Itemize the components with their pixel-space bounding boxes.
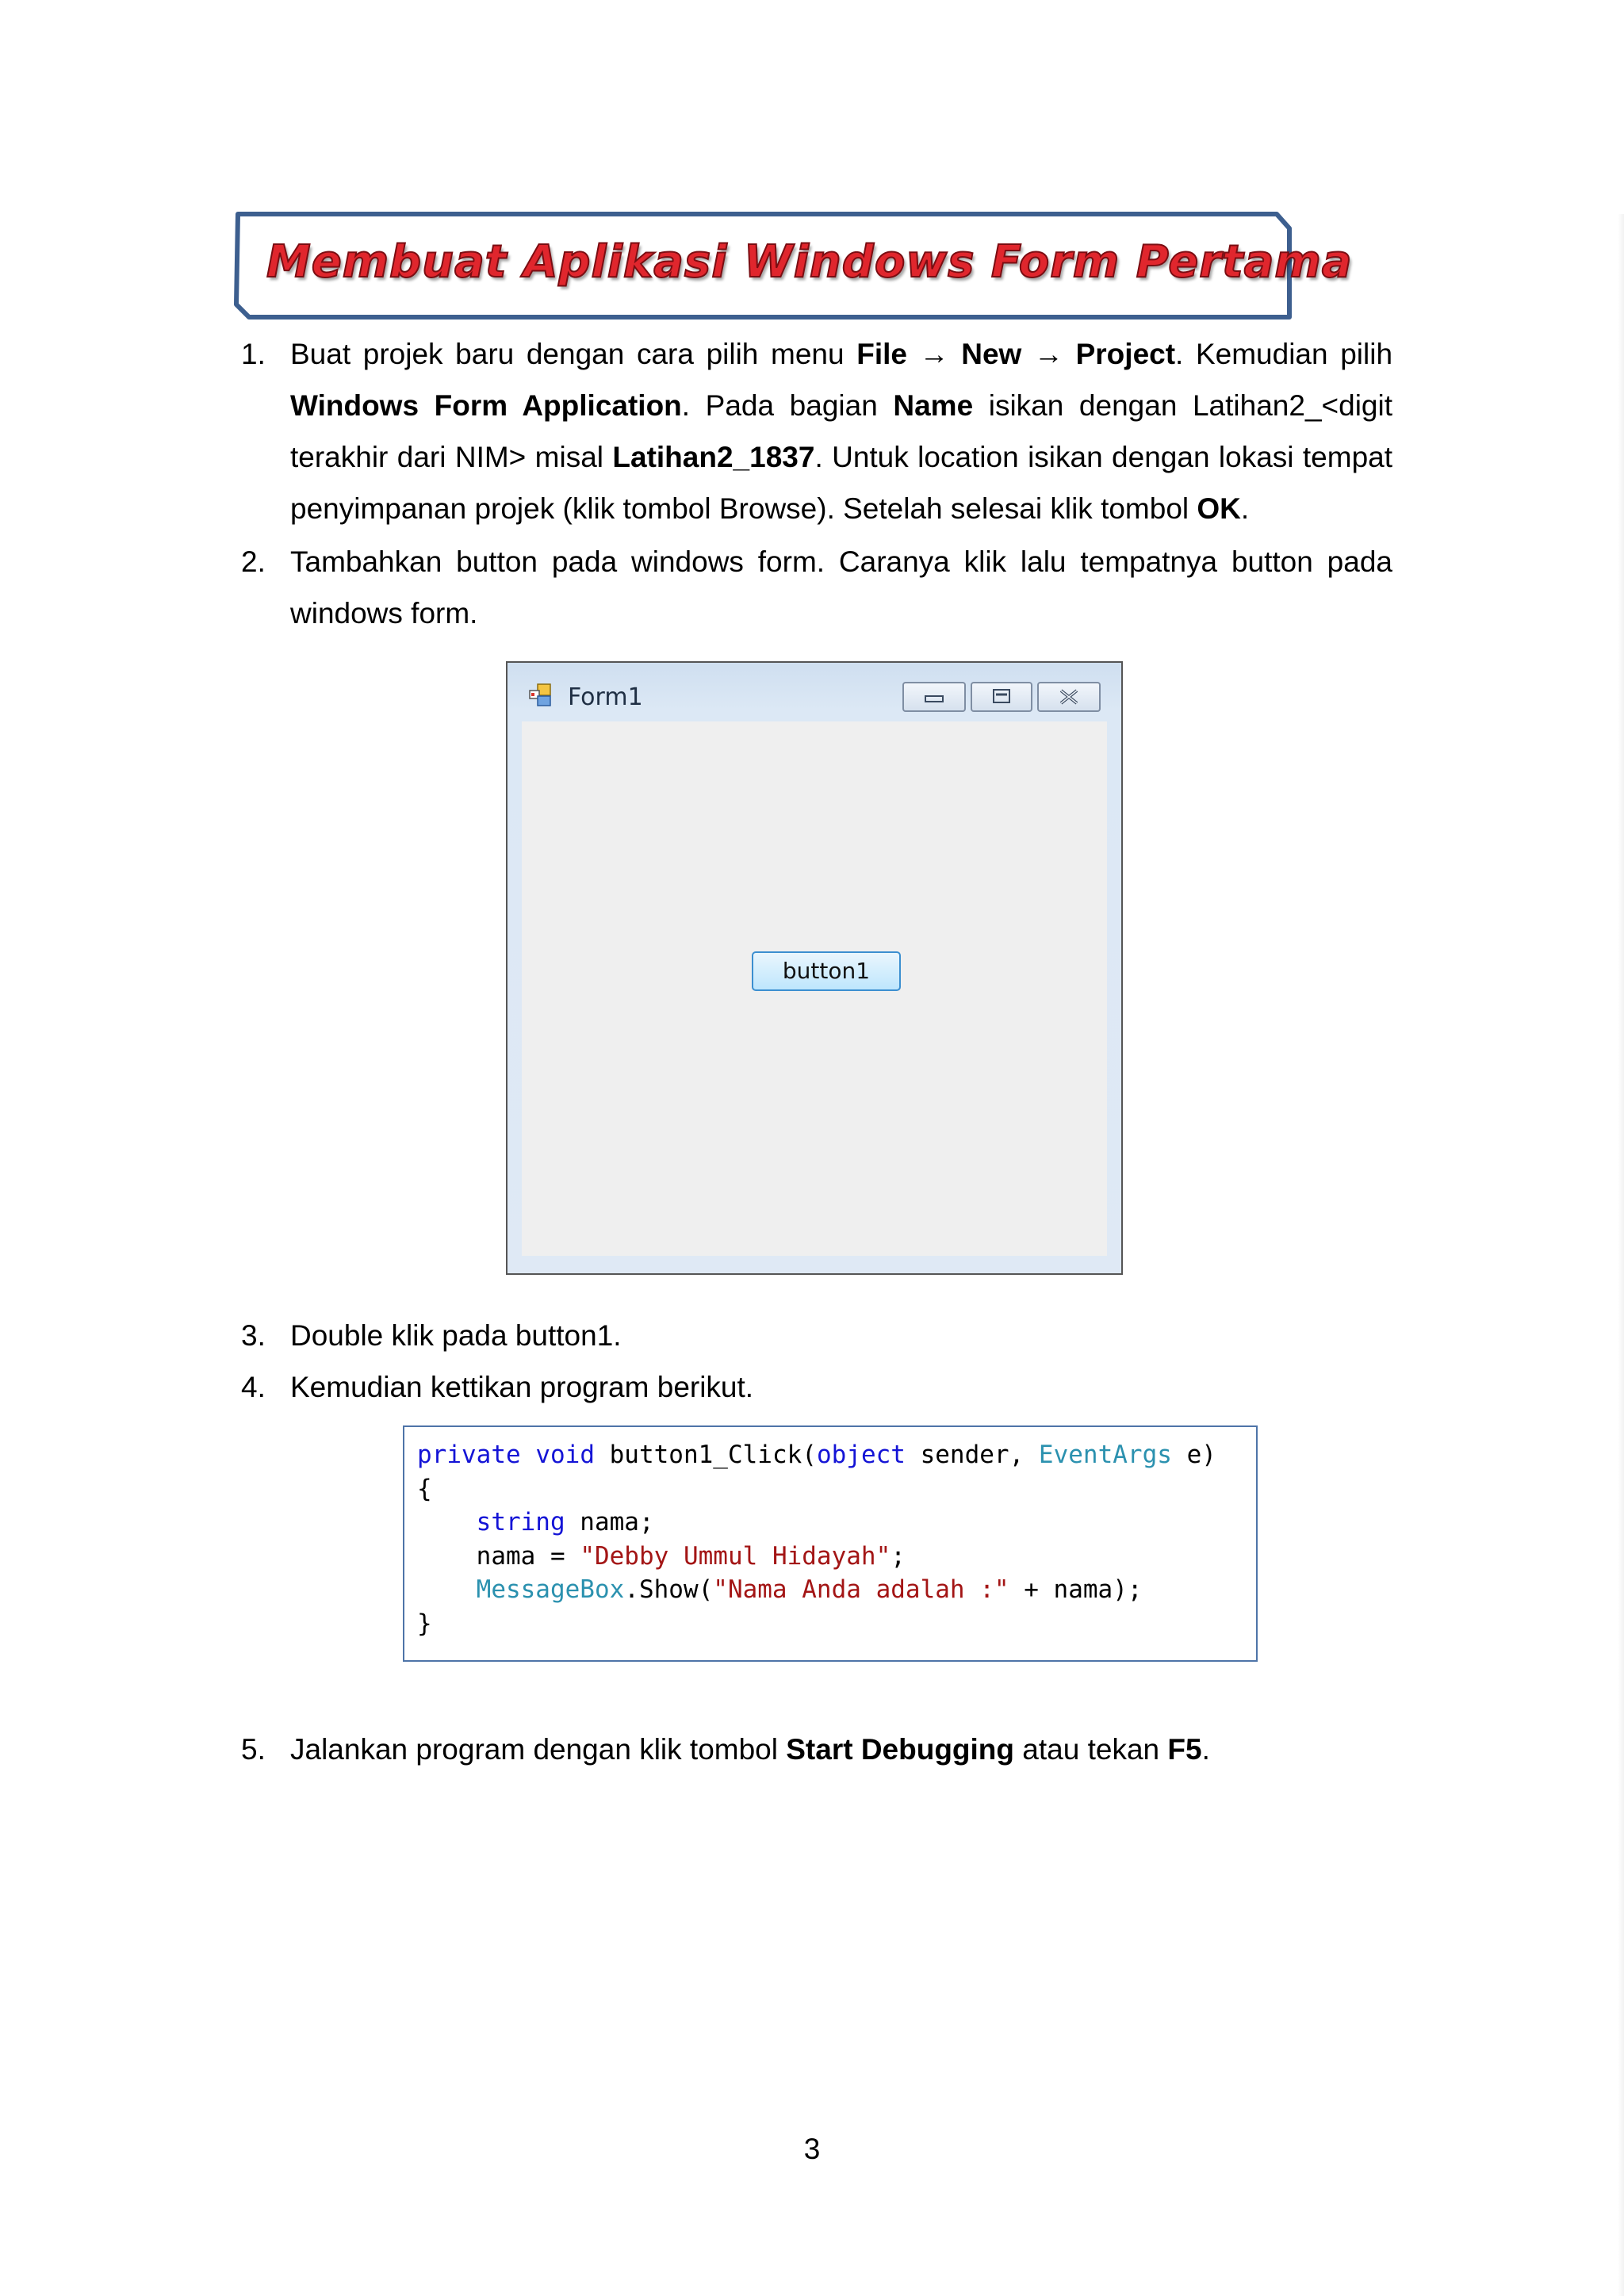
heading-title: Membuat Aplikasi Windows Form Pertama	[266, 236, 1353, 288]
step-text-part: .	[1201, 1733, 1210, 1766]
step-number: 4.	[241, 1371, 266, 1403]
step-text: Double klik pada button1.	[290, 1319, 622, 1352]
form1-window	[506, 661, 1123, 1275]
step-text-part: Jalankan program dengan klik tombol	[290, 1733, 787, 1766]
form1-titlebar	[508, 663, 1121, 714]
close-button[interactable]	[1037, 682, 1101, 712]
code-brace: }	[417, 1609, 432, 1638]
step-text-part: atau tekan	[1014, 1733, 1168, 1766]
code-text-part: ;	[891, 1541, 906, 1571]
code-keyword: string	[476, 1508, 565, 1536]
code-text-part: nama;	[565, 1508, 654, 1536]
minimize-button[interactable]	[902, 682, 966, 712]
step-text-part: . Pada bagian	[681, 389, 894, 422]
step-text	[290, 1724, 1392, 1775]
code-brace: {	[417, 1474, 432, 1503]
template-name: Windows Form Application	[290, 389, 682, 422]
code-text-part: e)	[1171, 1441, 1216, 1469]
menu-project-label: Project	[1075, 338, 1176, 370]
code-text-part: + nama);	[1009, 1575, 1143, 1604]
page-edge-shadow	[1618, 214, 1624, 2296]
form1-title: Form1	[568, 683, 643, 711]
code-text-part: button1_Click(	[594, 1441, 817, 1469]
code-string: "Debby Ummul Hidayah"	[580, 1541, 891, 1571]
field-name-label: Name	[893, 389, 974, 422]
step-text-part: . Kemudian pilih	[1175, 338, 1393, 370]
button1[interactable]: button1	[752, 951, 901, 991]
close-icon	[1039, 683, 1099, 710]
code-keyword: object	[816, 1441, 906, 1469]
code-text-part: .Show(	[624, 1575, 714, 1604]
section-heading	[233, 211, 1353, 320]
step-text-part: . Untuk location isikan dengan lokasi tempat penyimpanan projek (klik tombol Browse). Setelah selesai klik tombol	[290, 441, 1392, 525]
code-keyword: private	[417, 1441, 521, 1469]
step-number: 1.	[241, 338, 266, 370]
code-text-part: nama =	[476, 1541, 580, 1571]
code-snippet	[403, 1425, 1258, 1662]
code-string: "Nama Anda adalah :"	[713, 1575, 1009, 1604]
code-text-part: sender,	[905, 1441, 1039, 1469]
step-text-part: .	[1240, 492, 1250, 525]
example-project-name: Latihan2_1837	[612, 441, 815, 473]
maximize-button[interactable]	[971, 682, 1032, 712]
step-text-part: Buat projek baru dengan cara pilih menu	[290, 338, 857, 370]
step-text: Kemudian kettikan program berikut.	[290, 1371, 754, 1403]
arrow-right-icon: →	[906, 338, 962, 370]
step-number: 2.	[241, 545, 266, 578]
code-text	[417, 1438, 1216, 1640]
menu-new-label: New	[961, 338, 1022, 370]
code-type: EventArgs	[1038, 1441, 1172, 1469]
step-number: 5.	[241, 1733, 266, 1766]
arrow-right-icon: →	[1021, 338, 1076, 370]
code-type: MessageBox	[476, 1575, 625, 1604]
step-text	[290, 328, 1392, 534]
menu-file-label: File	[856, 338, 907, 370]
step-text: Tambahkan button pada windows form. Caranya klik lalu tempatnya button pada windows form.	[290, 545, 1392, 629]
step-text-part: isikan dengan Latihan2_<digit terakhir dari NIM> misal	[290, 389, 1393, 473]
start-debugging-label: Start Debugging	[786, 1733, 1015, 1766]
page-number: 3	[803, 2133, 821, 2165]
ok-label: OK	[1197, 492, 1241, 525]
minimize-icon	[904, 683, 964, 710]
form-app-icon	[528, 683, 552, 707]
form1-client-area	[522, 721, 1107, 1256]
maximize-icon	[972, 683, 1031, 710]
f5-key-label: F5	[1167, 1733, 1202, 1766]
step-number: 3.	[241, 1319, 266, 1352]
code-keyword: void	[535, 1441, 595, 1469]
